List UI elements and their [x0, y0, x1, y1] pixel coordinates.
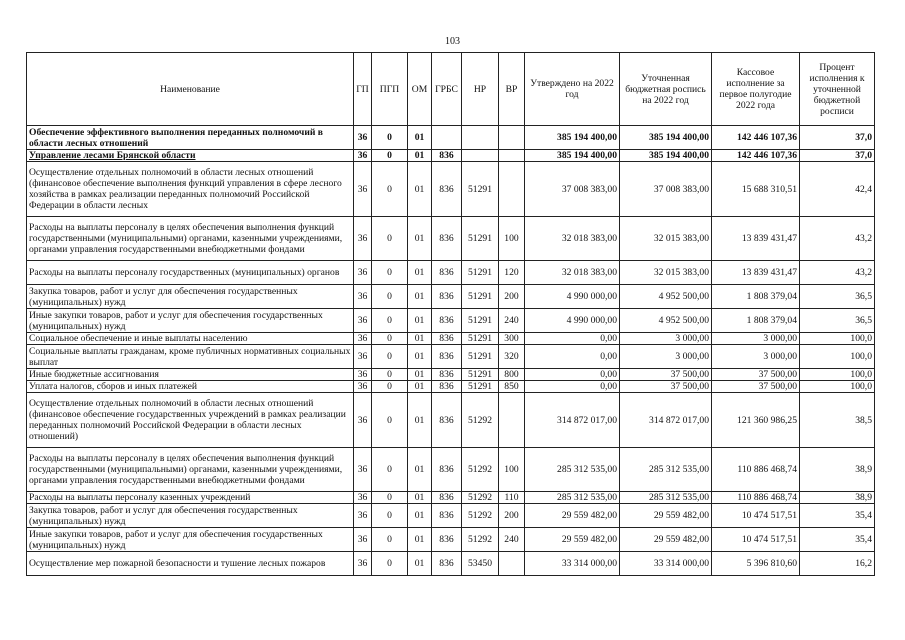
cell-refined: 37 500,00: [620, 381, 712, 393]
header-grbs: ГРБС: [432, 53, 462, 126]
cell-pgp: 0: [372, 126, 408, 150]
cell-om: 01: [408, 393, 432, 448]
cell-gp: 36: [354, 285, 372, 309]
cell-grbs: 836: [432, 150, 462, 162]
cell-np: 51291: [462, 162, 499, 217]
cell-pgp: 0: [372, 528, 408, 552]
cell-gp: 36: [354, 504, 372, 528]
cell-grbs: 836: [432, 162, 462, 217]
cell-approved: 0,00: [525, 333, 620, 345]
cell-gp: 36: [354, 393, 372, 448]
cell-gp: 36: [354, 217, 372, 261]
cell-grbs: [432, 126, 462, 150]
cell-pgp: 0: [372, 285, 408, 309]
cell-refined: 4 952 500,00: [620, 309, 712, 333]
cell-gp: 36: [354, 345, 372, 369]
cell-cash: 3 000,00: [712, 345, 800, 369]
cell-name: Осуществление отдельных полномочий в области лесных отношений (финансовое обеспечение государственных учреждений в рамках реализации переданных полномочий Российской Федерации в области лесных отношений): [27, 393, 354, 448]
cell-name: Социальные выплаты гражданам, кроме публичных нормативных социальных выплат: [27, 345, 354, 369]
table-row: [27, 162, 875, 217]
table-row: [27, 369, 875, 381]
cell-refined: 37 500,00: [620, 369, 712, 381]
cell-pgp: 0: [372, 150, 408, 162]
cell-vr: [499, 162, 525, 217]
cell-cash: 13 839 431,47: [712, 261, 800, 285]
cell-approved: 32 018 383,00: [525, 261, 620, 285]
cell-pgp: 0: [372, 369, 408, 381]
cell-pgp: 0: [372, 162, 408, 217]
table-row: [27, 381, 875, 393]
table-row: [27, 552, 875, 576]
cell-approved: 385 194 400,00: [525, 150, 620, 162]
cell-approved: 0,00: [525, 381, 620, 393]
cell-grbs: 836: [432, 369, 462, 381]
cell-refined: 3 000,00: [620, 333, 712, 345]
cell-percent: 42,4: [800, 162, 875, 217]
cell-name: Социальное обеспечение и иные выплаты населению: [27, 333, 354, 345]
cell-grbs: 836: [432, 492, 462, 504]
cell-percent: 43,2: [800, 261, 875, 285]
cell-np: 53450: [462, 552, 499, 576]
header-refined: Уточненная бюджетная роспись на 2022 год: [620, 53, 712, 126]
cell-name: Осуществление отдельных полномочий в области лесных отношений (финансовое обеспечение выполнения функций управления в сфере лесного хозяйства в рамках реализации переданных полномочий Российской Федерации в области лесных: [27, 162, 354, 217]
cell-gp: 36: [354, 162, 372, 217]
cell-name: Иные закупки товаров, работ и услуг для обеспечения государственных (муниципальных) нужд: [27, 528, 354, 552]
cell-pgp: 0: [372, 448, 408, 492]
cell-refined: 285 312 535,00: [620, 448, 712, 492]
cell-np: 51292: [462, 504, 499, 528]
cell-om: 01: [408, 369, 432, 381]
table-row: [27, 504, 875, 528]
cell-approved: 0,00: [525, 345, 620, 369]
cell-refined: 37 008 383,00: [620, 162, 712, 217]
table-body: [27, 126, 875, 576]
header-om: ОМ: [408, 53, 432, 126]
table-row: [27, 448, 875, 492]
cell-grbs: 836: [432, 309, 462, 333]
cell-om: 01: [408, 150, 432, 162]
cell-grbs: 836: [432, 381, 462, 393]
cell-vr: 100: [499, 217, 525, 261]
page-number: 103: [445, 36, 460, 47]
cell-name: Закупка товаров, работ и услуг для обеспечения государственных (муниципальных) нужд: [27, 504, 354, 528]
table-row: [27, 217, 875, 261]
cell-np: 51292: [462, 393, 499, 448]
table-row: [27, 261, 875, 285]
cell-np: [462, 150, 499, 162]
cell-approved: 0,00: [525, 369, 620, 381]
cell-pgp: 0: [372, 217, 408, 261]
cell-percent: 38,5: [800, 393, 875, 448]
cell-name: Расходы на выплаты персоналу казенных учреждений: [27, 492, 354, 504]
cell-np: 51291: [462, 369, 499, 381]
cell-np: 51291: [462, 381, 499, 393]
cell-refined: 29 559 482,00: [620, 504, 712, 528]
cell-percent: 37,0: [800, 150, 875, 162]
cell-refined: 385 194 400,00: [620, 150, 712, 162]
cell-vr: [499, 150, 525, 162]
cell-gp: 36: [354, 552, 372, 576]
cell-om: 01: [408, 448, 432, 492]
cell-grbs: 836: [432, 217, 462, 261]
table-row: [27, 309, 875, 333]
cell-vr: 100: [499, 448, 525, 492]
cell-om: 01: [408, 528, 432, 552]
cell-om: 01: [408, 261, 432, 285]
cell-percent: 36,5: [800, 285, 875, 309]
cell-name: Иные закупки товаров, работ и услуг для обеспечения государственных (муниципальных) нужд: [27, 309, 354, 333]
cell-percent: 100,0: [800, 381, 875, 393]
header-approved: Утверждено на 2022 год: [525, 53, 620, 126]
table-row: [27, 285, 875, 309]
cell-om: 01: [408, 381, 432, 393]
cell-refined: 385 194 400,00: [620, 126, 712, 150]
cell-cash: 5 396 810,60: [712, 552, 800, 576]
cell-np: 51291: [462, 309, 499, 333]
table-row: [27, 126, 875, 150]
cell-name: Обеспечение эффективного выполнения переданных полномочий в области лесных отношений: [27, 126, 354, 150]
cell-gp: 36: [354, 492, 372, 504]
cell-vr: 200: [499, 285, 525, 309]
cell-refined: 314 872 017,00: [620, 393, 712, 448]
cell-pgp: 0: [372, 345, 408, 369]
cell-cash: 110 886 468,74: [712, 492, 800, 504]
cell-approved: 37 008 383,00: [525, 162, 620, 217]
cell-approved: 314 872 017,00: [525, 393, 620, 448]
cell-approved: 33 314 000,00: [525, 552, 620, 576]
cell-percent: 38,9: [800, 448, 875, 492]
budget-execution-table: [26, 52, 875, 576]
cell-cash: 37 500,00: [712, 381, 800, 393]
cell-percent: 100,0: [800, 333, 875, 345]
cell-name: Уплата налогов, сборов и иных платежей: [27, 381, 354, 393]
cell-percent: 43,2: [800, 217, 875, 261]
cell-om: 01: [408, 309, 432, 333]
cell-grbs: 836: [432, 345, 462, 369]
header-percent: Процент исполнения к уточненной бюджетной росписи: [800, 53, 875, 126]
header-pgp: ПГП: [372, 53, 408, 126]
table-row: [27, 528, 875, 552]
table-row: [27, 345, 875, 369]
cell-cash: 121 360 986,25: [712, 393, 800, 448]
cell-pgp: 0: [372, 552, 408, 576]
cell-cash: 10 474 517,51: [712, 504, 800, 528]
cell-name: Расходы на выплаты персоналу в целях обеспечения выполнения функций государственными (муниципальными) органами, казенными учреждениями, органами управления государственными внебюджетными фондами: [27, 448, 354, 492]
cell-pgp: 0: [372, 261, 408, 285]
cell-refined: 32 015 383,00: [620, 217, 712, 261]
cell-vr: 320: [499, 345, 525, 369]
cell-vr: 240: [499, 528, 525, 552]
cell-vr: 110: [499, 492, 525, 504]
cell-refined: 32 015 383,00: [620, 261, 712, 285]
cell-vr: 240: [499, 309, 525, 333]
cell-gp: 36: [354, 448, 372, 492]
cell-name: Управление лесами Брянской области: [27, 150, 354, 162]
cell-vr: [499, 393, 525, 448]
cell-approved: 29 559 482,00: [525, 504, 620, 528]
cell-om: 01: [408, 504, 432, 528]
table-row: [27, 150, 875, 162]
cell-gp: 36: [354, 126, 372, 150]
cell-percent: 100,0: [800, 345, 875, 369]
header-cash: Кассовое исполнение за первое полугодие 2022 года: [712, 53, 800, 126]
cell-refined: 285 312 535,00: [620, 492, 712, 504]
cell-np: 51292: [462, 448, 499, 492]
cell-refined: 4 952 500,00: [620, 285, 712, 309]
cell-cash: 1 808 379,04: [712, 309, 800, 333]
cell-grbs: 836: [432, 393, 462, 448]
cell-approved: 385 194 400,00: [525, 126, 620, 150]
cell-percent: 35,4: [800, 504, 875, 528]
cell-vr: [499, 126, 525, 150]
cell-om: 01: [408, 552, 432, 576]
cell-grbs: 836: [432, 285, 462, 309]
cell-np: 51291: [462, 285, 499, 309]
cell-om: 01: [408, 126, 432, 150]
cell-om: 01: [408, 345, 432, 369]
header-name: Наименование: [27, 53, 354, 126]
cell-gp: 36: [354, 150, 372, 162]
cell-percent: 16,2: [800, 552, 875, 576]
cell-name: Иные бюджетные ассигнования: [27, 369, 354, 381]
cell-approved: 4 990 000,00: [525, 309, 620, 333]
cell-percent: 100,0: [800, 369, 875, 381]
cell-grbs: 836: [432, 261, 462, 285]
cell-np: 51292: [462, 528, 499, 552]
table-row: [27, 492, 875, 504]
cell-vr: 120: [499, 261, 525, 285]
cell-vr: 850: [499, 381, 525, 393]
table-row: [27, 333, 875, 345]
cell-gp: 36: [354, 309, 372, 333]
cell-om: 01: [408, 492, 432, 504]
cell-om: 01: [408, 285, 432, 309]
cell-approved: 32 018 383,00: [525, 217, 620, 261]
cell-pgp: 0: [372, 333, 408, 345]
cell-grbs: 836: [432, 552, 462, 576]
cell-gp: 36: [354, 333, 372, 345]
header-vr: ВР: [499, 53, 525, 126]
cell-name: Осуществление мер пожарной безопасности и тушение лесных пожаров: [27, 552, 354, 576]
cell-percent: 38,9: [800, 492, 875, 504]
cell-grbs: 836: [432, 448, 462, 492]
cell-vr: 800: [499, 369, 525, 381]
cell-grbs: 836: [432, 333, 462, 345]
cell-om: 01: [408, 217, 432, 261]
cell-cash: 15 688 310,51: [712, 162, 800, 217]
cell-np: [462, 126, 499, 150]
cell-percent: 36,5: [800, 309, 875, 333]
cell-gp: 36: [354, 261, 372, 285]
cell-pgp: 0: [372, 309, 408, 333]
cell-np: 51291: [462, 261, 499, 285]
cell-percent: 35,4: [800, 528, 875, 552]
cell-gp: 36: [354, 369, 372, 381]
cell-om: 01: [408, 333, 432, 345]
cell-approved: 285 312 535,00: [525, 492, 620, 504]
cell-pgp: 0: [372, 393, 408, 448]
cell-vr: 300: [499, 333, 525, 345]
cell-np: 51291: [462, 333, 499, 345]
cell-cash: 3 000,00: [712, 333, 800, 345]
cell-np: 51292: [462, 492, 499, 504]
cell-np: 51291: [462, 345, 499, 369]
cell-vr: 200: [499, 504, 525, 528]
cell-percent: 37,0: [800, 126, 875, 150]
cell-np: 51291: [462, 217, 499, 261]
table-header-row: [27, 53, 875, 126]
cell-approved: 285 312 535,00: [525, 448, 620, 492]
cell-refined: 33 314 000,00: [620, 552, 712, 576]
cell-om: 01: [408, 162, 432, 217]
header-np: НР: [462, 53, 499, 126]
cell-gp: 36: [354, 381, 372, 393]
cell-cash: 110 886 468,74: [712, 448, 800, 492]
cell-approved: 4 990 000,00: [525, 285, 620, 309]
cell-name: Закупка товаров, работ и услуг для обеспечения государственных (муниципальных) нужд: [27, 285, 354, 309]
cell-refined: 29 559 482,00: [620, 528, 712, 552]
cell-vr: [499, 552, 525, 576]
cell-pgp: 0: [372, 504, 408, 528]
header-gp: ГП: [354, 53, 372, 126]
cell-cash: 10 474 517,51: [712, 528, 800, 552]
table-row: [27, 393, 875, 448]
cell-cash: 142 446 107,36: [712, 150, 800, 162]
cell-cash: 13 839 431,47: [712, 217, 800, 261]
cell-gp: 36: [354, 528, 372, 552]
cell-name: Расходы на выплаты персоналу государственных (муниципальных) органов: [27, 261, 354, 285]
cell-name: Расходы на выплаты персоналу в целях обеспечения выполнения функций государственными (муниципальными) органами, казенными учреждениями, органами управления государственными внебюджетными фондами: [27, 217, 354, 261]
cell-grbs: 836: [432, 504, 462, 528]
cell-cash: 1 808 379,04: [712, 285, 800, 309]
cell-pgp: 0: [372, 492, 408, 504]
cell-refined: 3 000,00: [620, 345, 712, 369]
cell-pgp: 0: [372, 381, 408, 393]
cell-grbs: 836: [432, 528, 462, 552]
cell-cash: 142 446 107,36: [712, 126, 800, 150]
cell-cash: 37 500,00: [712, 369, 800, 381]
cell-approved: 29 559 482,00: [525, 528, 620, 552]
